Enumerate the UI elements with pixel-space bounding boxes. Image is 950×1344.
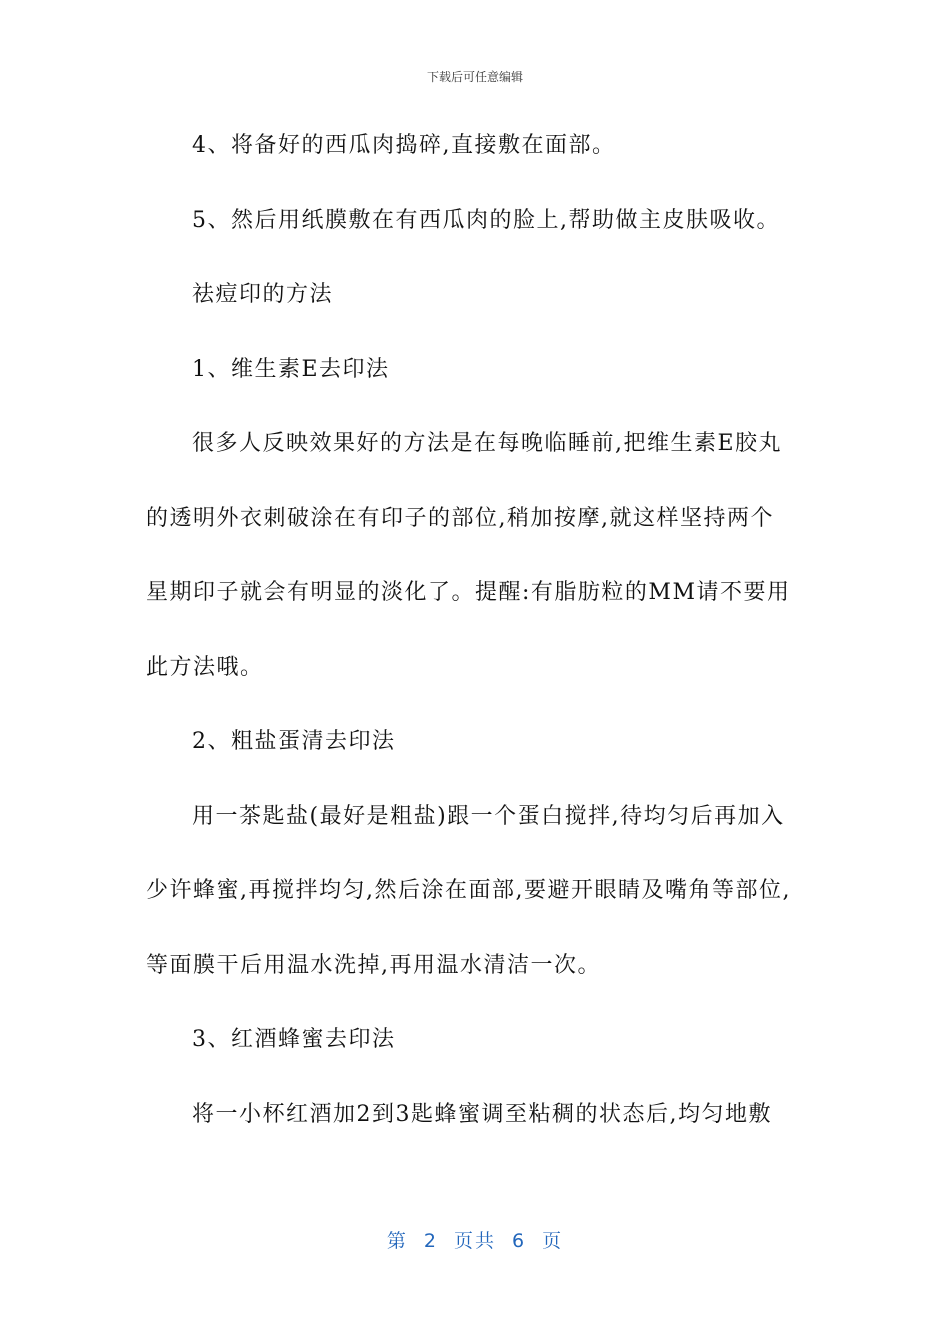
page-footer [0, 1226, 950, 1253]
page-label-suffix: 页 [542, 1230, 564, 1252]
paragraph-line: 此方法哦。 [146, 655, 264, 680]
paragraph-line: 用一茶匙盐(最好是粗盐)跟一个蛋白搅拌,待均匀后再加入 [192, 804, 785, 829]
total-pages-number: 6 [512, 1230, 527, 1252]
page-label-prefix: 第 [386, 1230, 408, 1252]
section-heading: 祛痘印的方法 [192, 282, 334, 307]
paragraph-line: 很多人反映效果好的方法是在每晚临睡前,把维生素E胶丸 [192, 431, 783, 456]
paragraph-line: 将一小杯红酒加2到3匙蜂蜜调至粘稠的状态后,均匀地敷 [192, 1102, 772, 1127]
header-note: 下载后可任意编辑 [426, 70, 523, 84]
paragraph-line: 星期印子就会有明显的淡化了。提醒:有脂肪粒的MM请不要用 [146, 580, 791, 605]
subsection-heading: 2、粗盐蛋清去印法 [192, 729, 396, 754]
page-label-mid: 页共 [453, 1230, 496, 1252]
paragraph-line: 等面膜干后用温水洗掉,再用温水清洁一次。 [146, 953, 601, 978]
paragraph-line: 少许蜂蜜,再搅拌均匀,然后涂在面部,要避开眼睛及嘴角等部位, [146, 878, 791, 903]
paragraph-line: 的透明外衣刺破涂在有印子的部位,稍加按摩,就这样坚持两个 [146, 506, 774, 531]
paragraph-line: 5、然后用纸膜敷在有西瓜肉的脸上,帮助做主皮肤吸收。 [192, 208, 780, 233]
paragraph-line: 4、将备好的西瓜肉捣碎,直接敷在面部。 [192, 133, 616, 158]
subsection-heading: 3、红酒蜂蜜去印法 [192, 1027, 396, 1052]
current-page-number: 2 [423, 1230, 438, 1252]
subsection-heading: 1、维生素E去印法 [192, 357, 390, 382]
